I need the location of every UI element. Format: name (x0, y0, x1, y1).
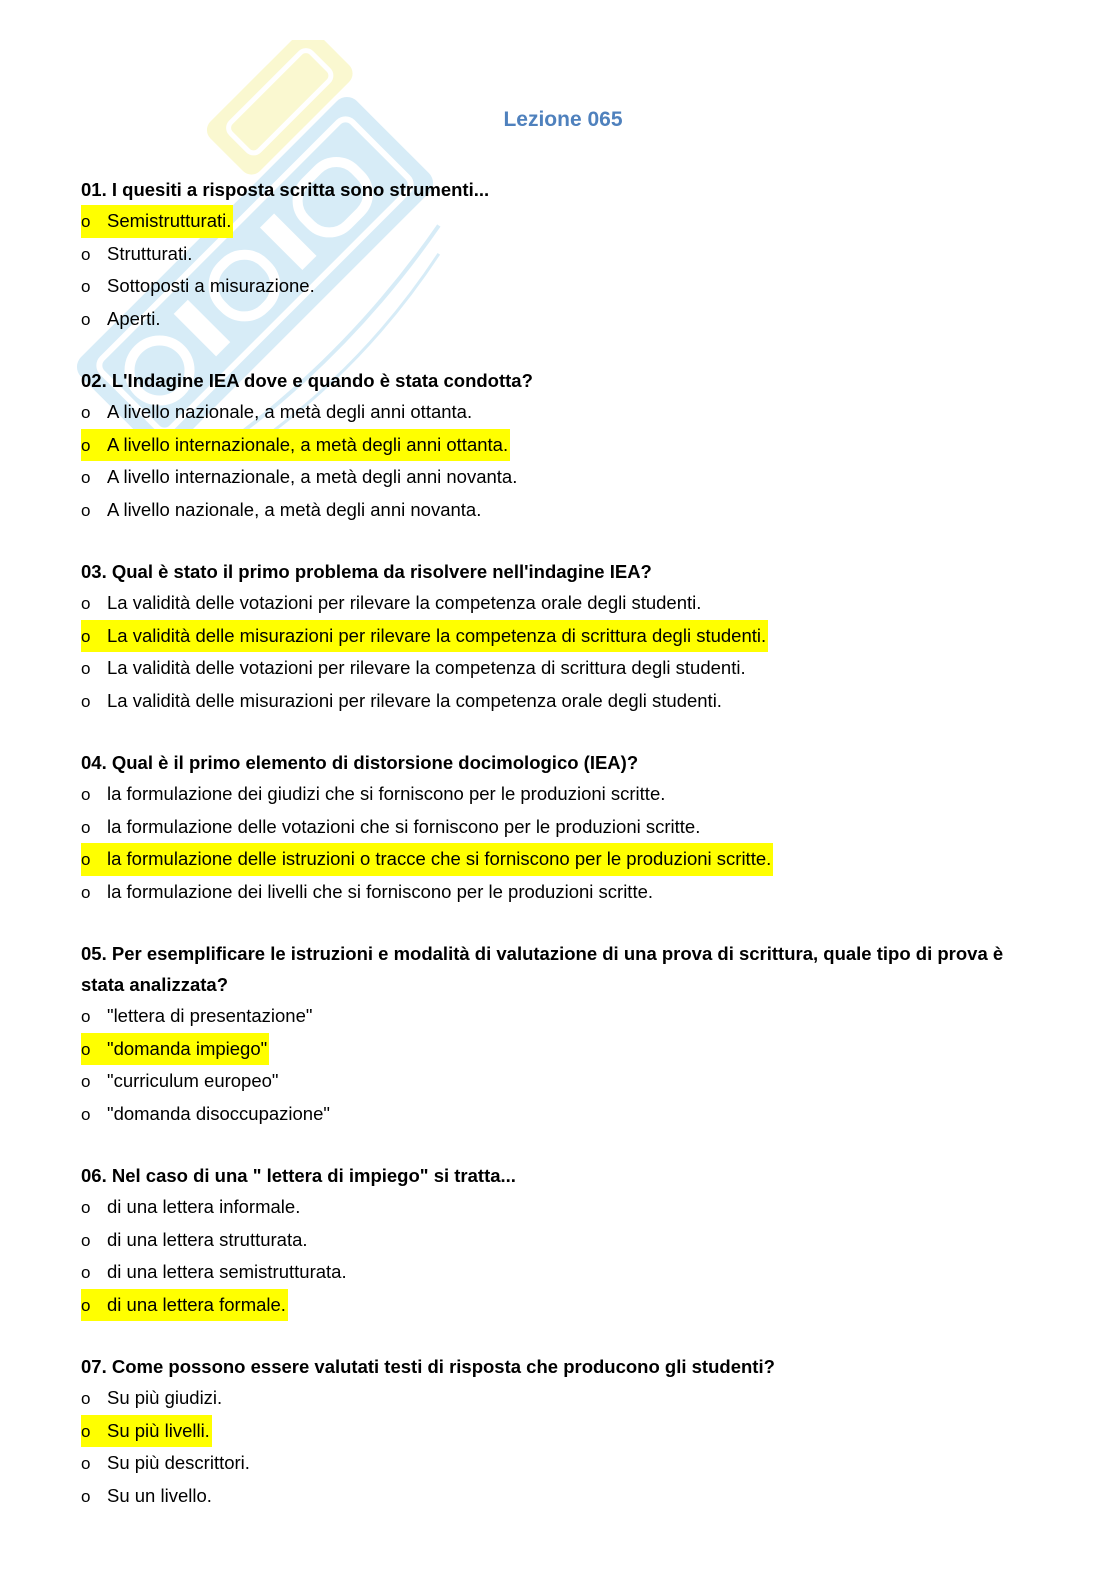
option-content (81, 685, 724, 718)
option-content (81, 238, 194, 271)
bullet-circle-icon: o (81, 817, 91, 837)
answer-option (81, 238, 1041, 271)
answer-option (81, 1447, 1041, 1480)
answer-option (81, 1480, 1041, 1513)
answer-option-correct (81, 429, 1041, 462)
option-content (81, 396, 474, 429)
highlight-marker (81, 1033, 269, 1066)
answer-option-correct (81, 205, 1041, 238)
option-text: di una lettera strutturata. (107, 1228, 308, 1250)
option-content (81, 270, 317, 303)
option-text: Strutturati. (107, 242, 193, 264)
option-content (81, 652, 748, 685)
option-text: La validità delle misurazioni per rilevare la competenza di scrittura degli studenti. (107, 624, 767, 646)
bullet-circle-icon: o (81, 309, 91, 329)
option-content (81, 1191, 302, 1224)
answer-option-correct (81, 1415, 1041, 1448)
bullet-circle-icon: o (81, 277, 91, 296)
answer-option-correct (81, 843, 1041, 876)
bullet-circle-icon: o (81, 1198, 91, 1217)
option-text: "domanda disoccupazione" (107, 1102, 330, 1124)
answer-option (81, 652, 1041, 685)
answer-option (81, 1191, 1041, 1224)
option-content (81, 876, 655, 909)
bullet-circle-icon: o (81, 1039, 91, 1059)
highlight-marker (81, 429, 510, 462)
answer-option (81, 270, 1041, 303)
option-content (81, 1480, 214, 1513)
option-content (81, 1447, 252, 1480)
option-text: la formulazione dei giudizi che si forniscono per le produzioni scritte. (107, 783, 666, 804)
highlight-marker (81, 1289, 288, 1322)
option-text: A livello nazionale, a metà degli anni novanta. (107, 498, 482, 520)
option-text: di una lettera formale. (107, 1293, 286, 1315)
bullet-circle-icon: o (81, 1295, 91, 1315)
question-text: 05. Per esemplificare le istruzioni e modalità di valutazione di una prova di scrittura, quale tipo di prova è stata analizzata? (81, 943, 1004, 995)
answer-options (81, 205, 1041, 335)
answer-option (81, 1065, 1041, 1098)
question-block (81, 747, 1041, 908)
answer-options (81, 1191, 1041, 1321)
answer-option (81, 1098, 1041, 1131)
bullet-circle-icon: o (81, 1486, 91, 1506)
answer-options (81, 587, 1041, 717)
option-content (81, 1256, 349, 1289)
option-content (81, 461, 519, 494)
option-text: Aperti. (107, 307, 161, 329)
option-text: la formulazione dei livelli che si forniscono per le produzioni scritte. (107, 880, 654, 902)
answer-option-correct (81, 620, 1041, 653)
option-text: "curriculum europeo" (107, 1070, 279, 1091)
answer-options (81, 778, 1041, 908)
question-list (81, 174, 1041, 1542)
highlight-marker (81, 620, 768, 653)
answer-option (81, 778, 1041, 811)
option-text: Semistrutturati. (107, 210, 232, 231)
answer-option (81, 1256, 1041, 1289)
bullet-circle-icon: o (81, 1072, 91, 1091)
option-text: Su più livelli. (107, 1419, 210, 1441)
answer-option (81, 685, 1041, 718)
option-text: di una lettera semistrutturata. (107, 1261, 347, 1282)
option-text: la formulazione delle istruzioni o tracce che si forniscono per le produzioni scritte. (107, 848, 772, 869)
highlight-marker (81, 843, 773, 876)
option-content (81, 1000, 314, 1033)
answer-option-correct (81, 1033, 1041, 1066)
question-block (81, 174, 1041, 335)
answer-option (81, 876, 1041, 909)
page-title: Lezione 065 (503, 108, 623, 131)
option-text: La validità delle votazioni per rilevare la competenza di scrittura degli studenti. (107, 657, 746, 678)
option-text: Su più descrittori. (107, 1452, 250, 1473)
option-text: Su più giudizi. (107, 1387, 223, 1408)
question-block (81, 938, 1041, 1130)
answer-option (81, 811, 1041, 844)
bullet-circle-icon: o (81, 1421, 91, 1441)
option-text: "lettera di presentazione" (107, 1005, 313, 1026)
bullet-circle-icon: o (81, 1389, 91, 1408)
option-content (81, 494, 483, 527)
bullet-circle-icon: o (81, 1007, 91, 1026)
option-text: A livello nazionale, a metà degli anni ottanta. (107, 401, 473, 422)
answer-option (81, 494, 1041, 527)
question-text: 06. Nel caso di una " lettera di impiego" si tratta... (81, 1165, 516, 1186)
bullet-circle-icon: o (81, 244, 91, 264)
question-block (81, 1351, 1041, 1512)
bullet-circle-icon: o (81, 468, 91, 487)
bullet-circle-icon: o (81, 691, 91, 711)
bullet-circle-icon: o (81, 500, 91, 520)
answer-option (81, 1224, 1041, 1257)
answer-option (81, 396, 1041, 429)
question-text: 01. I quesiti a risposta scritta sono strumenti... (81, 179, 490, 200)
bullet-circle-icon: o (81, 1454, 91, 1473)
bullet-circle-icon: o (81, 850, 91, 869)
option-content (81, 587, 703, 620)
answer-option-correct (81, 1289, 1041, 1322)
bullet-circle-icon: o (81, 435, 91, 455)
option-content (81, 811, 702, 844)
bullet-circle-icon: o (81, 626, 91, 646)
bullet-circle-icon: o (81, 882, 91, 902)
question-text: 04. Qual è il primo elemento di distorsione docimologico (IEA)? (81, 752, 639, 773)
option-text: A livello internazionale, a metà degli anni novanta. (107, 466, 518, 487)
question-text: 02. L'Indagine IEA dove e quando è stata condotta? (81, 370, 533, 391)
option-text: di una lettera informale. (107, 1196, 301, 1217)
option-text: La validità delle votazioni per rilevare la competenza orale degli studenti. (107, 592, 702, 613)
option-text: la formulazione delle votazioni che si forniscono per le produzioni scritte. (107, 815, 701, 837)
option-text: A livello internazionale, a metà degli anni ottanta. (107, 433, 509, 455)
bullet-circle-icon: o (81, 594, 91, 613)
answer-options (81, 1382, 1041, 1512)
bullet-circle-icon: o (81, 1263, 91, 1282)
answer-option (81, 587, 1041, 620)
option-content (81, 1382, 224, 1415)
option-content (81, 303, 162, 336)
highlight-marker (81, 205, 233, 238)
option-content (81, 1065, 281, 1098)
bullet-circle-icon: o (81, 1230, 91, 1250)
option-content (81, 1098, 332, 1131)
question-block (81, 1160, 1041, 1321)
answer-option (81, 1382, 1041, 1415)
option-text: "domanda impiego" (107, 1037, 268, 1059)
option-text: La validità delle misurazioni per rilevare la competenza orale degli studenti. (107, 689, 722, 711)
answer-options (81, 1000, 1041, 1130)
bullet-circle-icon: o (81, 212, 91, 231)
bullet-circle-icon: o (81, 1104, 91, 1124)
question-text: 03. Qual è stato il primo problema da risolvere nell'indagine IEA? (81, 561, 652, 582)
option-content (81, 1224, 310, 1257)
answer-option (81, 303, 1041, 336)
answer-option (81, 1000, 1041, 1033)
question-block (81, 365, 1041, 526)
answer-options (81, 396, 1041, 526)
option-text: Sottoposti a misurazione. (107, 275, 315, 296)
question-text: 07. Come possono essere valutati testi di risposta che producono gli studenti? (81, 1356, 775, 1377)
highlight-marker (81, 1415, 212, 1448)
bullet-circle-icon: o (81, 403, 91, 422)
option-text: Su un livello. (107, 1484, 212, 1506)
question-block (81, 556, 1041, 717)
answer-option (81, 461, 1041, 494)
bullet-circle-icon: o (81, 785, 91, 804)
bullet-circle-icon: o (81, 659, 91, 678)
option-content (81, 778, 667, 811)
